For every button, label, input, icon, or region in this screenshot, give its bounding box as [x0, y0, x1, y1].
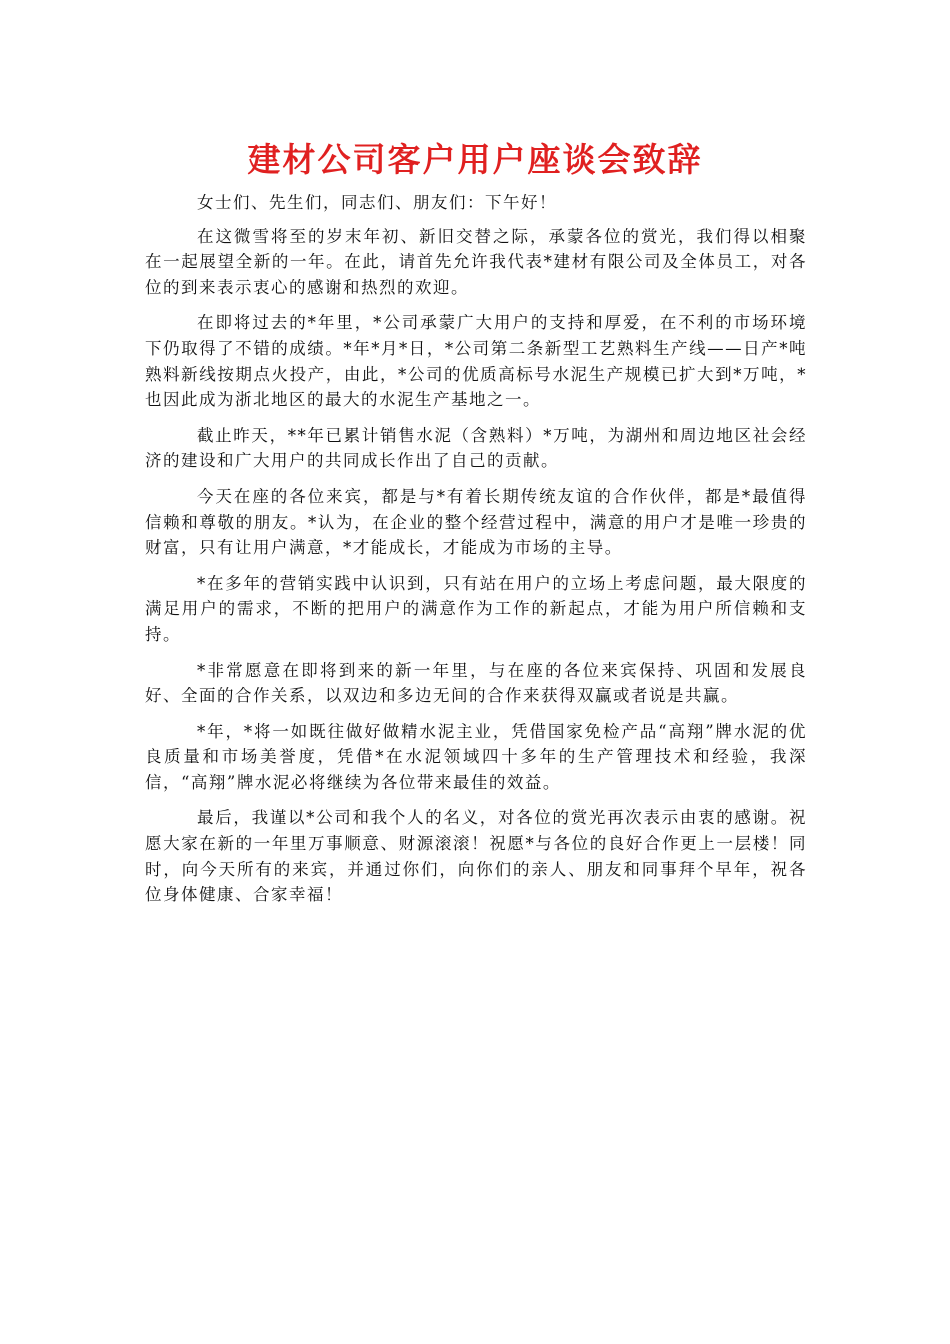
document-body — [145, 190, 807, 918]
document-title: 建材公司客户用户座谈会致辞 — [247, 140, 703, 179]
paragraph-outlook: *年，*将一如既往做好做精水泥主业，凭借国家免检产品“高翔”牌水泥的优良质量和市场美誉度，凭借*在水泥领域四十多年的生产管理技术和经验，我深信，“高翔”牌水泥必将继续为各位带来最佳的效益。 — [145, 721, 807, 792]
paragraph-greeting: 女士们、先生们，同志们、朋友们：下午好！ — [197, 193, 557, 212]
paragraph-cooperation: *非常愿意在即将到来的新一年里，与在座的各位来宾保持、巩固和发展良好、全面的合作关系，以双边和多边无间的合作来获得双赢或者说是共赢。 — [145, 660, 807, 706]
paragraph-partners: 今天在座的各位来宾，都是与*有着长期传统友谊的合作伙伴，都是*最值得信赖和尊敬的朋友。*认为，在企业的整个经营过程中，满意的用户才是唯一珍贵的财富，只有让用户满意，*才能成长，才能成为市场的主导。 — [145, 486, 807, 558]
paragraph-user-focus: *在多年的营销实践中认识到，只有站在用户的立场上考虑问题，最大限度的满足用户的需求，不断的把用户的满意作为工作的新起点，才能为用户所信赖和支持。 — [145, 573, 807, 644]
paragraph-achievements: 在即将过去的*年里，*公司承蒙广大用户的支持和厚爱，在不利的市场环境下仍取得了不错的成绩。*年*月*日，*公司第二条新型工艺熟料生产线——日产*吨熟料新线按期点火投产，由此，*公司的优质高标号水泥生产规模已扩大到*万吨，*也因此成为浙北地区的最大的水泥生产基地之一。 — [145, 313, 807, 410]
paragraph-opening: 在这微雪将至的岁末年初、新旧交替之际，承蒙各位的赏光，我们得以相聚在一起展望全新的一年。在此，请首先允许我代表*建材有限公司及全体员工，对各位的到来表示衷心的感谢和热烈的欢迎。 — [145, 226, 807, 297]
paragraph-closing: 最后，我谨以*公司和我个人的名义，对各位的赏光再次表示由衷的感谢。祝愿大家在新的一年里万事顺意、财源滚滚！祝愿*与各位的良好合作更上一层楼！同时，向今天所有的来宾，并通过你们，向你们的亲人、朋友和同事拜个早年，祝各位身体健康、合家幸福！ — [145, 808, 807, 905]
paragraph-sales: 截止昨天，**年已累计销售水泥（含熟料）*万吨，为湖州和周边地区社会经济的建设和广大用户的共同成长作出了自己的贡献。 — [145, 425, 807, 471]
